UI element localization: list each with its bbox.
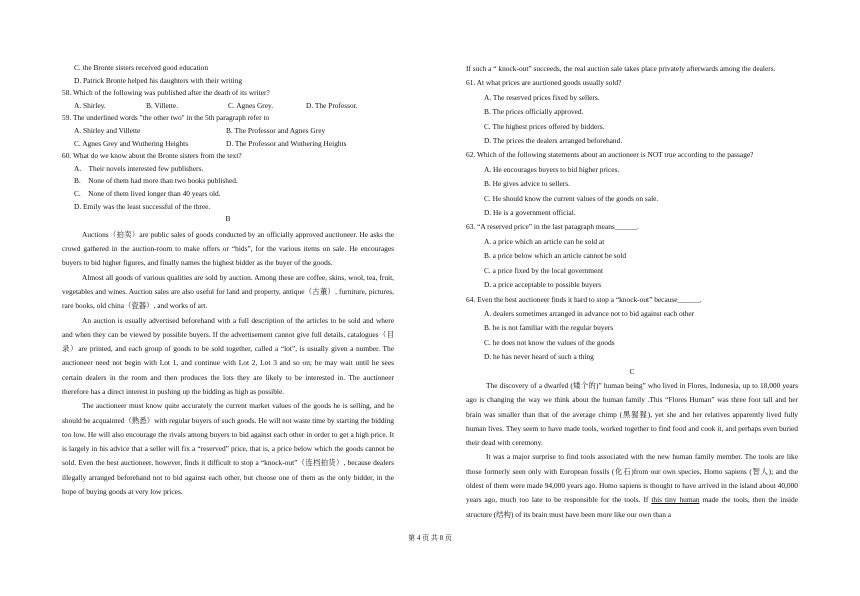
page-footer: 第 4 页 共 8 页 bbox=[408, 534, 452, 542]
underlined-phrase: this tiny human bbox=[651, 495, 700, 505]
q60-option-c: C. None of them lived longer than 40 years old. bbox=[74, 188, 221, 198]
q62-option-a: A. He encourages buyers to bid higher prices. bbox=[484, 164, 620, 174]
passage-b-paragraph-2: Almost all goods of various qualities are sold by auction. Among these are coffee, skins, wool, tea, fruit, vegetables and wines. Auction sales are also useful for land and property, antique（古董）, furniture, pictures, rare books, old china（瓷器）, and works of art. bbox=[62, 272, 394, 311]
q60-option-a: A. Their novels interested few publishers. bbox=[74, 163, 204, 173]
q59-option-b: B. The Professor and Agnes Grey bbox=[226, 125, 326, 135]
passage-c-paragraph-2 bbox=[466, 450, 798, 521]
q59-option-a: A. Shirley and Villette bbox=[74, 125, 141, 135]
passage-b-paragraph-3: An auction is usually advertised beforehand with a full description of the articles to be sold and where and when they can be viewed by possible buyers. If the advertisement cannot give full details, catalogues（目录）are printed, and each group of goods to be sold together, called a “lot”, is usually given a number. The auctioneer need not begin with Lot 1, and continue with Lot 2, Lot 3 and so on; he may wait until he sees certain dealers in the room and then produces the lots they are likely to be interested in. The auctioneer therefore has a direct interest in pushing up the bidding as high as possible. bbox=[62, 315, 394, 396]
q64-stem: 64. Even the best auctioneer finds it hard to stop a “knock-out” because______. bbox=[466, 294, 702, 304]
section-b-heading: B bbox=[225, 214, 231, 224]
q60-stem: 60. What do we know about the Bronte sisters from the text? bbox=[62, 151, 242, 161]
q61-option-b: B. The prices officially approved. bbox=[484, 107, 584, 117]
q59-option-d: D. The Professor and Wuthering Heights bbox=[226, 138, 347, 148]
q63-option-b: B. a price below which an article cannot be sold bbox=[484, 251, 627, 261]
q63-stem: 63. “A reserved price” in the last paragraph means______. bbox=[466, 222, 639, 232]
q58-option-a: A. Shirley. bbox=[74, 100, 106, 110]
right-column bbox=[466, 62, 798, 522]
section-c-heading: C bbox=[629, 366, 635, 376]
q64-option-d: D. he has never heard of such a thing bbox=[484, 352, 594, 362]
q60-option-b: B. None of them had more than two books published. bbox=[74, 176, 238, 186]
q61-option-c: C. The highest prices offered by bidders. bbox=[484, 121, 605, 131]
q63-option-a: A. a price which an article can be sold at bbox=[484, 236, 605, 246]
passage-b-paragraph-4: The auctioneer must know quite accurately the current market values of the goods he is selling, and he should be acquainted（熟悉）with regular buyers of such goods. He will not waste time by starting the bidding too low. He will also encourage the rivals among buyers to bid against each other in order to get a high price. It is largely in his advice that a seller will fix a “reserved” price, that is, a price below which the goods cannot be sold. Even the best auctioneer, however, finds it difficult to stop a “knock-out”（连档拍货）, because dealers illegally arranged beforehand not to bid against each other, but choose one of them as the only bidder, in the hope of buying goods at very low prices. bbox=[62, 401, 394, 497]
q58-option-c: C. Agnes Grey. bbox=[228, 100, 274, 110]
q59-options-ab bbox=[62, 125, 394, 138]
q59-stem: 59. The underlined words "the other two" in the 5th paragraph refer to bbox=[62, 113, 270, 123]
q64-option-c: C. he does not know the values of the goods bbox=[484, 337, 615, 347]
passage-c-paragraph-2-text: It was a major surprise to find tools associated with the new human family member. The tools are like those formerly seen only with European fossils (化石)from our own species, Homo sapiens (智人); and the oldest of them were made 94,000 years ago. Homo sapiens is thought to have arrived in the island about 40,000 years ago, much too late to be responsible for the tools. If bbox=[466, 452, 798, 505]
q57-option-c: C. the Bronte sisters received good education bbox=[74, 63, 209, 72]
q58-stem: 58. Which of the following was published after the death of its writer? bbox=[62, 88, 270, 98]
q62-option-d: D. He is a government official. bbox=[484, 208, 576, 218]
passage-c-paragraph-1: The discovery of a dwarfed (矮个的)” human being” who lived in Flores, Indonesia, up to 18,000 years ago is changing the way we think about the human family .This “Flores Human” was three foot tall and her brain was smaller than that of the average chimp (黑猩猩), yet she and her relatives apparently lived fully human lives. They seem to have made tools, worked together to find food and cook it, and perhaps even buried their dead with ceremony. bbox=[466, 380, 798, 448]
q59-option-c: C. Agnes Grey and Wuthering Heights bbox=[74, 138, 189, 148]
q61-stem: 61. At what prices are auctioned goods usually sold? bbox=[466, 78, 622, 88]
q61-option-d: D. The prices the dealers arranged beforehand. bbox=[484, 136, 623, 146]
q61-option-a: A. The reserved prices fixed by sellers. bbox=[484, 92, 600, 102]
passage-b-paragraph-1: Auctions（拍卖）are public sales of goods conducted by an officially approved auctioneer. He asks the crowd gathered in the auction-room to make offers or “bids”, for the various items on sale. He encourages buyers to bid higher figures, and finally names the highest bidder as the buyer of the goods. bbox=[62, 229, 394, 268]
knock-out-continuation: If such a “ knock-out” succeeds, the real auction sale takes place privately afterwards among the dealers. bbox=[466, 64, 776, 73]
q58-option-b: B. Villette. bbox=[146, 100, 179, 110]
q62-option-b: B. He gives advice to sellers. bbox=[484, 179, 570, 189]
q62-stem: 62. Which of the following statements about an auctioneer is NOT true according to the passage? bbox=[466, 150, 754, 160]
q60-option-d: D. Emily was the least successful of the three. bbox=[74, 201, 211, 211]
q58-option-d: D. The Professor. bbox=[306, 100, 358, 110]
passage-c-paragraph-2-text-end: made the tools, then the inside structure (结构) of its brain must have been more like our own than a bbox=[466, 495, 798, 519]
q58-options bbox=[62, 100, 394, 113]
q64-option-a: A. dealers sometimes arranged in advance not to bid against each other bbox=[484, 308, 695, 318]
q57-option-d: D. Patrick Bronte helped his daughters with their writing bbox=[74, 75, 243, 85]
q63-option-d: D. a price acceptable to possible buyers bbox=[484, 280, 602, 290]
q62-option-c: C. He should know the current values of the goods on sale. bbox=[484, 193, 659, 203]
q64-option-b: B. he is not familiar with the regular buyers bbox=[484, 323, 614, 333]
left-column bbox=[62, 62, 394, 499]
q59-options-cd bbox=[62, 138, 394, 151]
q63-option-c: C. a price fixed by the local government bbox=[484, 265, 604, 275]
